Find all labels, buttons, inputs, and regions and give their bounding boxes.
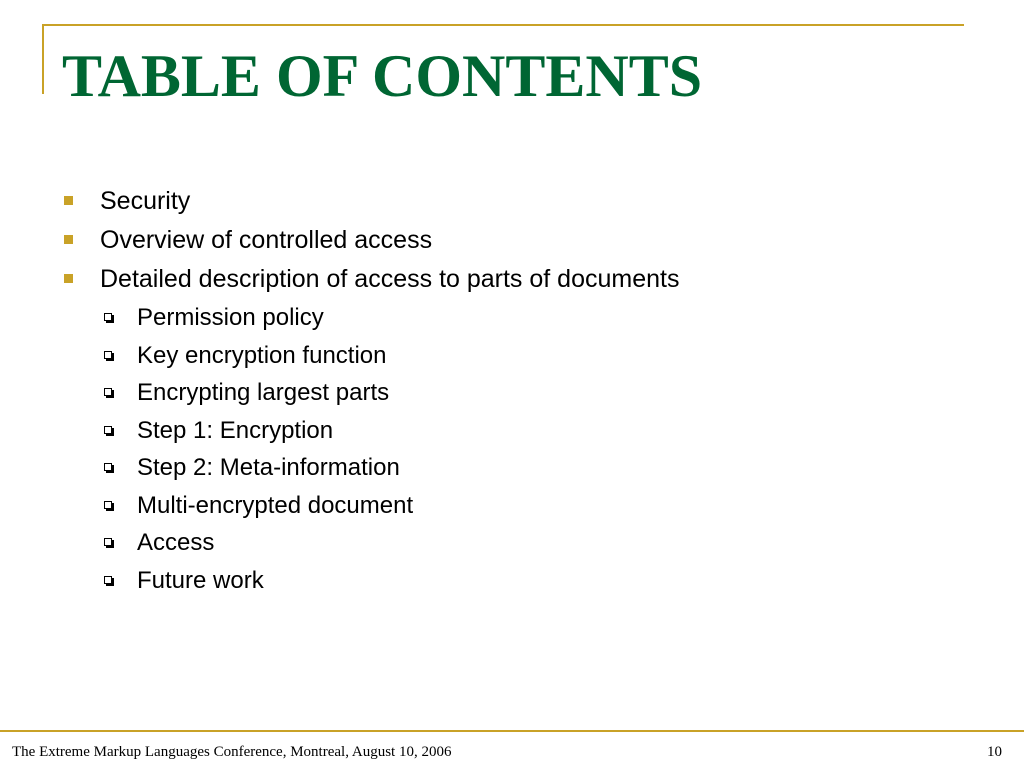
sub-bullet-text: Step 2: Meta-information	[137, 454, 400, 481]
sub-bullet-text: Step 1: Encryption	[137, 416, 334, 444]
slide-title: TABLE OF CONTENTS	[62, 43, 703, 109]
list-item	[62, 183, 679, 222]
hollow-square-bullet-icon	[104, 426, 112, 434]
sub-bullet-text: Encrypting largest parts	[137, 379, 390, 406]
hollow-square-bullet-icon	[104, 501, 112, 509]
title-frame-top-line	[42, 24, 964, 26]
title-frame-left-line	[42, 24, 44, 94]
hollow-square-bullet-icon	[104, 576, 112, 584]
list-item	[62, 261, 679, 300]
sub-list-item	[62, 488, 679, 526]
page-number: 10	[987, 744, 1002, 760]
bullet-text: Detailed description of access to parts of documents	[100, 265, 680, 293]
sub-list-item	[62, 450, 679, 488]
sub-list-item	[62, 375, 679, 413]
hollow-square-bullet-icon	[104, 538, 112, 546]
square-bullet-icon	[64, 274, 73, 283]
sub-list-item	[62, 525, 679, 563]
sub-bullet-text: Multi-encrypted document	[137, 491, 414, 519]
contents-list	[62, 183, 679, 600]
sub-bullet-text: Access	[137, 529, 215, 556]
sub-list-item	[62, 563, 679, 601]
sub-list-item	[62, 338, 679, 376]
hollow-square-bullet-icon	[104, 463, 112, 471]
square-bullet-icon	[64, 196, 73, 205]
sub-list-item	[62, 300, 679, 338]
hollow-square-bullet-icon	[104, 388, 112, 396]
square-bullet-icon	[64, 235, 73, 244]
bullet-text: Overview of controlled access	[100, 226, 433, 254]
footer-divider	[0, 730, 1024, 732]
sub-bullet-text: Key encryption function	[137, 341, 387, 369]
sub-bullet-text: Permission policy	[137, 304, 324, 331]
list-item	[62, 222, 679, 261]
hollow-square-bullet-icon	[104, 351, 112, 359]
footer-text: The Extreme Markup Languages Conference, Montreal, August 10, 2006	[12, 744, 452, 760]
sub-list-item	[62, 413, 679, 451]
hollow-square-bullet-icon	[104, 313, 112, 321]
bullet-text: Security	[100, 187, 191, 215]
sub-bullet-text: Future work	[137, 566, 264, 594]
